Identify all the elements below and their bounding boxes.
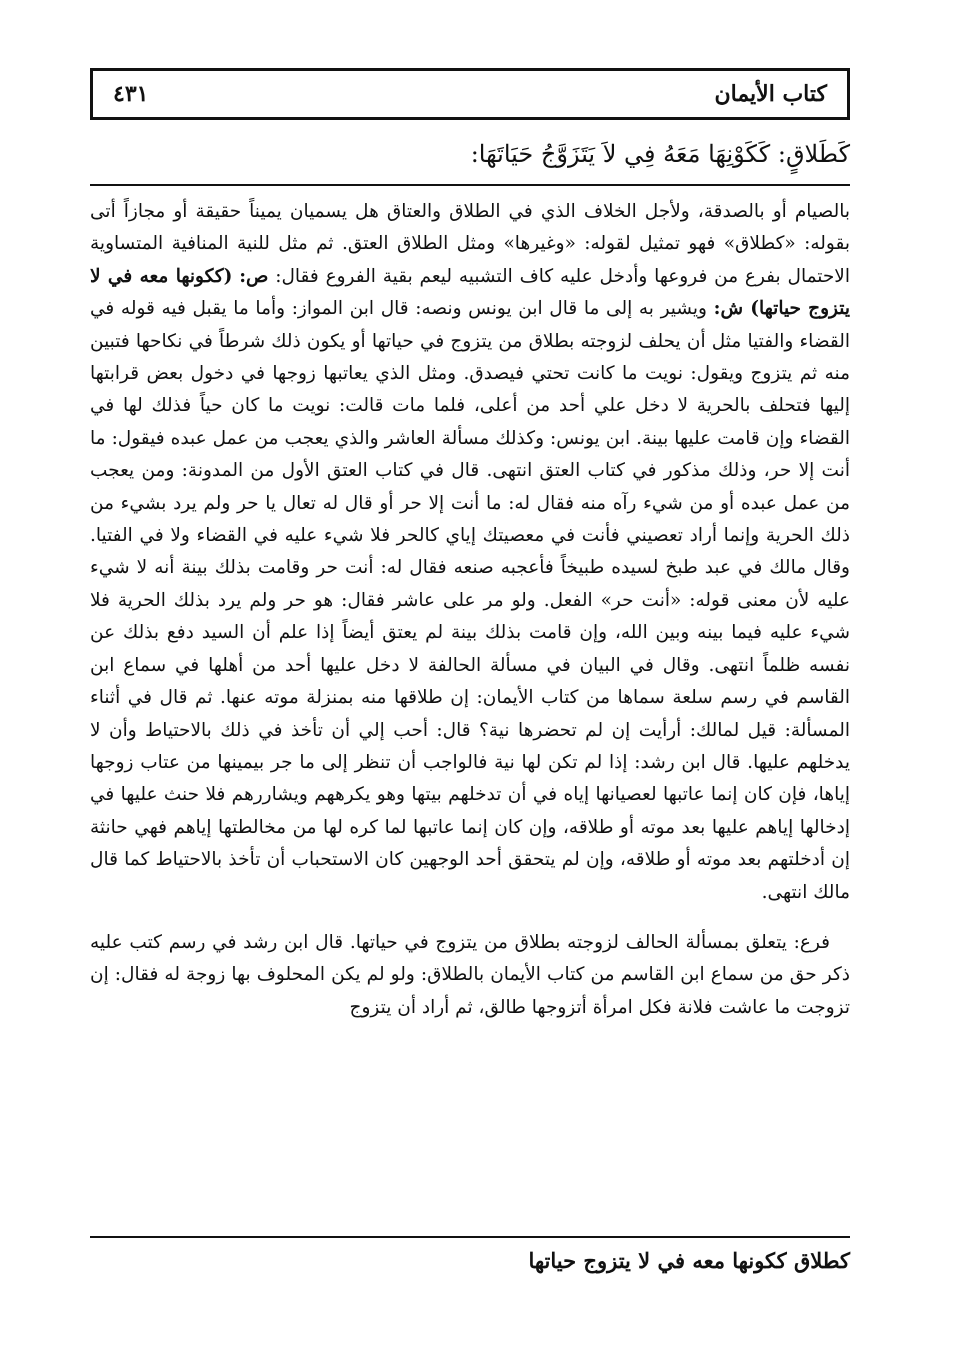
page-number: ٤٣١ bbox=[113, 81, 149, 107]
paragraph-1-intro: بالصيام أو بالصدقة، ولأجل الخلاف الذي في الطلاق والعتاق هل يسميان يميناً حقيقة أو مجازاً أتى بقوله: «كطلاق» فهو تمثيل لقوله: «وغيرها» ومثل الطلاق العتق. ثم مثل للنية المنافية المتساوية الاحتمال بفرع من فروعها وأدخل عليه كاف التشبيه ليعم بقية الفروع فقال: bbox=[90, 201, 850, 287]
top-divider bbox=[90, 184, 850, 186]
matn-text: كَطَلاقٍ: كَكَوْنِهَا مَعَهُ فِي لاَ يَتَزَوَّجُ حَيَاتَهَا: bbox=[470, 140, 850, 168]
paragraph-1 bbox=[90, 196, 850, 909]
quoted-matn: (ككونها معه في لا يتزوج حياتها) ش: bbox=[90, 265, 850, 320]
chapter-title: كتاب الأيمان bbox=[714, 81, 827, 107]
bottom-divider bbox=[90, 1236, 850, 1238]
page-header bbox=[90, 68, 850, 120]
sad-marker: ص: bbox=[239, 265, 269, 287]
footer-caption: كطلاق ككونها معه في لا يتزوج حياتها bbox=[528, 1248, 850, 1273]
paragraph-2: فرع: يتعلق بمسألة الحالف لزوجته بطلاق من يتزوج في حياتها. قال ابن رشد في رسم كتب عليه ذكر حق من سماع ابن القاسم من كتاب الأيمان بالطلاق: ولو لم يكن المحلوف بها زوجة له فقال: إن تزوجت ما عاشت فلانة فكل امرأة أتزوجها طالق، ثم أراد أن يتزوج bbox=[90, 931, 850, 1018]
commentary-body bbox=[90, 196, 850, 1024]
paragraph-1-text: ويشير به إلى ما قال ابن يونس ونصه: قال ابن المواز: وأما ما يقبل فيه قوله في القضاء والفتيا مثل أن يحلف لزوجته بطلاق من يتزوج في حياتها أو يكون ذلك شرطاً في نكاحها فتبين منه ثم يتزوج ويقول: نويت ما كانت تحتي فيصدق. ومثل الذي يعاتبها زوجها في دخول بعض قرابتها إليها فتحلف بالحرية لا دخل علي أحد من أعلى، فلما مات قالت: نويت ما كان حياً فذلك لها في القضاء وإن قامت عليها بينة. ابن يونس: وكذلك مسألة العاشر والذي يعجب من عمل عبده فيقول: ما أنت إلا حر، وذلك مذكور في كتاب العتق انتهى. قال في كتاب العتق الأول من المدونة: ومن يعجب من عمل عبده أو من شيء رآه منه فقال له: ما أنت إلا حر أو قال له تعال يا حر ولم يرد بشيء من ذلك الحرية وإنما أراد تعصيني فأنت في معصيتك إياي كالحر فلا شيء عليه في القضاء ولا في الفتيا. وقال مالك في عبد طبخ لسيده طبيخاً فأعجبه صنعه فقال له: أنت حر وقامت بذلك بينة أنه لا شيء عليه لأن معنى قوله: «أنت حر» الفعل. ولو مر على عاشر فقال: هو حر ولم يرد بذلك الحرية فلا شيء عليه فيما بينه وبين الله، وإن قامت بذلك بينة لم يعتق أيضاً إذا علم أن السيد دفع بذلك عن نفسه ظلماً انتهى. وقال في البيان في مسألة الحالفة لا دخل عليها أحد من أهلها في سماع ابن القاسم في رسم سلعة سماها من كتاب الأيمان: إن طلاقها منه بمنزلة موته عنها. ثم قال في أثناء المسألة: قيل لمالك: أرأيت إن لم تحضرها نية؟ قال: أحب إلي أن تأخذ في ذلك بالاحتياط وأن لا يدخلهم عليها. قال ابن رشد: إذا لم تكن لها نية فالواجب أن تنظر إلى ما جر بيمينها من عتاب زوجها إياها، فإن كان إنما عاتبها لعصيانها إياه في أن تدخلهم بيتها وهو يكرههم ويشاررهم فلا حنث عليها في إدخالها إياهم عليها بعد موته أو طلاقه، وإن كان إنما عاتبها لما كره لها من مخالطتها إياهم فهي حانثة إن أدخلتهم بعد موته أو طلاقه، وإن لم يتحقق أحد الوجهين كان الاستحباب أن تأخذ بالاحتياط كما قال مالك انتهى. bbox=[90, 298, 850, 903]
